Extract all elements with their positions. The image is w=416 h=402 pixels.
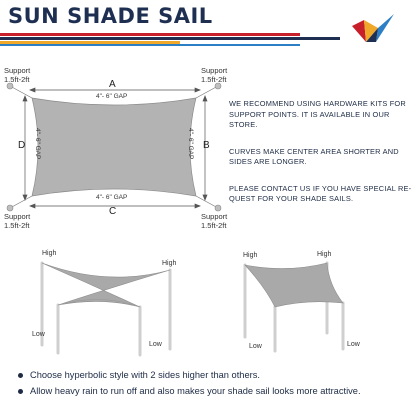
support-label-range: 1.5ft-2ft — [201, 221, 227, 230]
gap-label-bottom: 4"- 6" GAP — [96, 194, 128, 201]
side-label-c: C — [109, 206, 117, 217]
sail-shape — [32, 98, 196, 196]
header-stripe-navy — [0, 37, 340, 40]
winged-triangle-logo-icon — [350, 12, 396, 46]
hyperbolic-low-label-left: Low — [32, 331, 45, 338]
support-label-bottom-left — [4, 212, 30, 230]
tip-text-rain: Allow heavy rain to run off and also makes your shade sail looks more attractive. — [30, 386, 361, 396]
tips-list — [18, 370, 413, 402]
slanted-low-label-right: Low — [347, 341, 360, 348]
list-item — [18, 370, 413, 380]
bullet-dot-icon — [18, 389, 23, 394]
note-curves: CURVES MAKE CENTER AREA SHORTER AND SIDES ARE LONGER. — [229, 146, 399, 166]
hyperbolic-high-label-right: High — [162, 260, 177, 267]
list-item — [18, 386, 413, 396]
note-hardware-kits: WE RECOMMEND USING HARDWARE KITS FOR SUPPORT POINTS. IT IS AVAILABLE IN OUR STORE. — [229, 99, 406, 129]
support-label-bottom-right — [201, 212, 227, 230]
support-label-text: Support — [201, 66, 228, 75]
gap-label-right: 4"- 6" GAP — [187, 128, 194, 160]
gap-label-left: 4"- 6" GAP — [34, 128, 41, 160]
gap-label-top: 4"- 6" GAP — [96, 93, 128, 100]
header-stripe-blue — [0, 44, 300, 46]
support-label-text: Support — [4, 212, 31, 221]
hyperbolic-sail-illustration — [12, 245, 202, 360]
side-label-d: D — [18, 140, 26, 151]
hyperbolic-high-label-left: High — [42, 250, 57, 257]
support-label-top-right — [201, 66, 227, 84]
support-label-range: 1.5ft-2ft — [201, 75, 227, 84]
header-stripe-red — [0, 33, 300, 36]
support-label-range: 1.5ft-2ft — [4, 221, 30, 230]
support-label-text: Support — [4, 66, 31, 75]
hyperbolic-low-label-right: Low — [149, 341, 162, 348]
measurement-diagram — [0, 56, 230, 231]
slanted-high-label-right: High — [317, 251, 332, 258]
tip-text-hyperbolic: Choose hyperbolic style with 2 sides higher than others. — [30, 370, 260, 380]
support-label-text: Support — [201, 212, 228, 221]
note-contact: PLEASE CONTACT US IF YOU HAVE SPECIAL RE-QUEST FOR YOUR SHADE SAILS. — [229, 183, 412, 203]
support-point-bottom-left — [7, 205, 13, 211]
install-notes — [229, 99, 414, 221]
slanted-low-label-left: Low — [249, 343, 262, 350]
page-title: SUN SHADE SAIL — [8, 4, 213, 28]
slanted-high-label-left: High — [243, 252, 258, 259]
side-label-a: A — [109, 79, 116, 90]
bullet-dot-icon — [18, 373, 23, 378]
side-label-b: B — [203, 140, 210, 151]
support-label-top-left — [4, 66, 30, 84]
support-point-bottom-right — [215, 205, 221, 211]
support-label-range: 1.5ft-2ft — [4, 75, 30, 84]
slanted-sail-illustration — [225, 245, 415, 360]
